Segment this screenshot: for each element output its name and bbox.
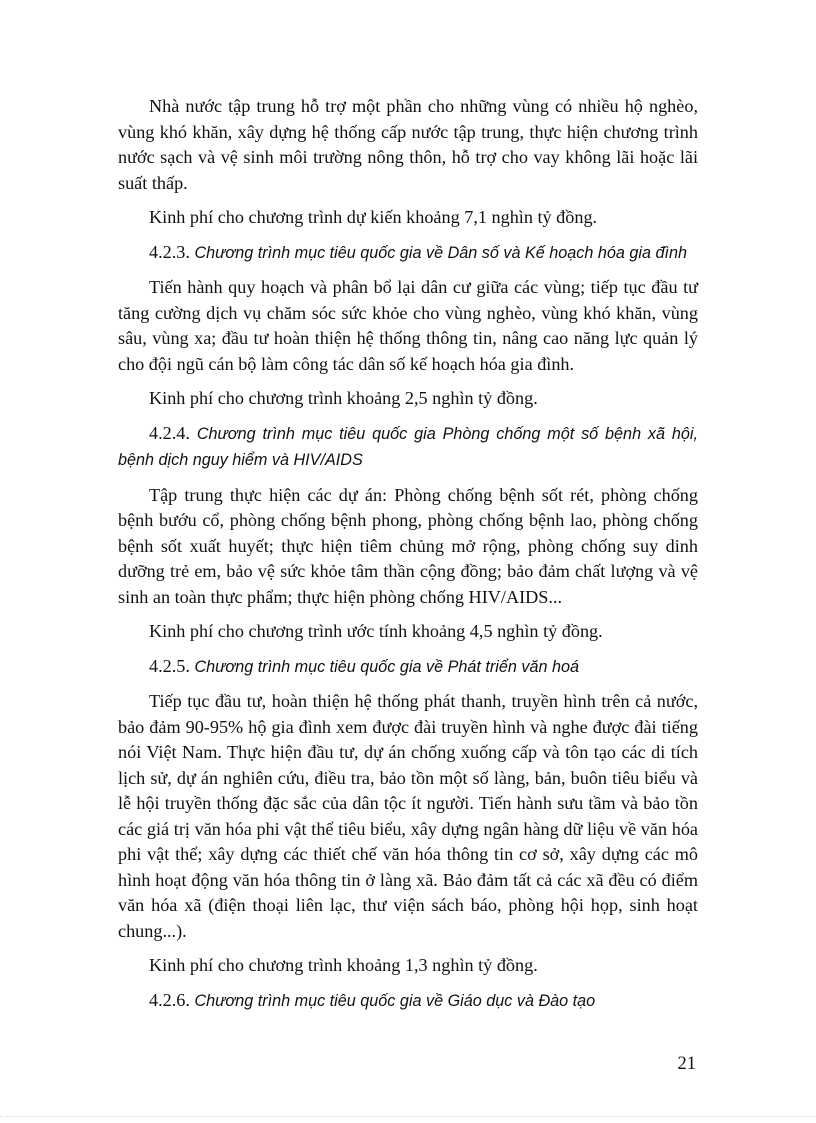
page-body bbox=[118, 94, 698, 1023]
section-title: Chương trình mục tiêu quốc gia về Phát triển văn hoá bbox=[194, 657, 579, 676]
paragraph: Kinh phí cho chương trình ước tính khoảng 4,5 nghìn tỷ đồng. bbox=[149, 621, 603, 641]
section-number: 4.2.3. bbox=[149, 241, 190, 262]
section-heading bbox=[118, 421, 698, 474]
paragraph: Tiến hành quy hoạch và phân bổ lại dân cư giữa các vùng; tiếp tục đầu tư tăng cường dịch vụ chăm sóc sức khỏe cho vùng nghèo, vùng khó khăn, vùng sâu, vùng xa; đầu tư hoàn thiện hệ thống thông tin, nâng cao năng lực quản lý cho đội ngũ cán bộ làm công tác dân số kế hoạch hóa gia đình. bbox=[118, 277, 698, 374]
paragraph: Kinh phí cho chương trình dự kiến khoảng 7,1 nghìn tỷ đồng. bbox=[149, 207, 598, 227]
section-title: Chương trình mục tiêu quốc gia về Giáo dục và Đào tạo bbox=[194, 991, 596, 1010]
paragraph: Nhà nước tập trung hỗ trợ một phần cho những vùng có nhiều hộ nghèo, vùng khó khăn, xây dựng hệ thống cấp nước tập trung, thực hiện chương trình nước sạch và vệ sinh môi trường nông thôn, hỗ trợ cho vay không lãi hoặc lãi suất thấp. bbox=[118, 96, 698, 193]
section-title: Chương trình mục tiêu quốc gia về Dân số và Kế hoạch hóa gia đình bbox=[194, 243, 687, 262]
section-heading bbox=[118, 654, 698, 681]
page-bottom-divider bbox=[0, 1116, 816, 1117]
section-number: 4.2.6. bbox=[149, 989, 190, 1010]
paragraph: Tập trung thực hiện các dự án: Phòng chống bệnh sốt rét, phòng chống bệnh bướu cổ, phòng chống bệnh phong, phòng chống bệnh lao, phòng chống bệnh sốt xuất huyết; thực hiện tiêm chủng mở rộng, phòng chống suy dinh dưỡng trẻ em, bảo vệ sức khỏe tâm thần cộng đồng; bảo đảm chất lượng và vệ sinh an toàn thực phẩm; thực hiện phòng chống HIV/AIDS... bbox=[118, 484, 698, 607]
section-number: 4.2.5. bbox=[149, 655, 190, 676]
paragraph: Kinh phí cho chương trình khoảng 1,3 nghìn tỷ đồng. bbox=[149, 955, 538, 975]
page-number: 21 bbox=[677, 1054, 696, 1074]
paragraph: Tiếp tục đầu tư, hoàn thiện hệ thống phát thanh, truyền hình trên cả nước, bảo đảm 90-95% hộ gia đình xem được đài truyền hình và nghe được đài tiếng nói Việt Nam. Thực hiện đầu tư, dự án chống xuống cấp và tôn tạo các di tích lịch sử, dự án nghiên cứu, điều tra, bảo tồn một số làng, bản, buôn tiêu biểu và lễ hội truyền thống đặc sắc của dân tộc ít người. Tiến hành sưu tầm và bảo tồn các giá trị văn hóa phi vật thể tiêu biểu, xây dựng ngân hàng dữ liệu về văn hóa phi vật thể; xây dựng các thiết chế văn hóa thông tin cơ sở, xây dựng các mô hình hoạt động văn hóa thông tin ở làng xã. Bảo đảm tất cả các xã đều có điểm văn hóa xã (điện thoại liên lạc, thư viện sách báo, phòng hội họp, sinh hoạt chung...). bbox=[118, 691, 698, 941]
section-number: 4.2.4. bbox=[149, 422, 190, 443]
section-heading bbox=[118, 988, 698, 1015]
section-heading bbox=[118, 240, 698, 267]
paragraph: Kinh phí cho chương trình khoảng 2,5 nghìn tỷ đồng. bbox=[149, 388, 538, 408]
section-title: Chương trình mục tiêu quốc gia Phòng chống một số bệnh xã hội, bệnh dịch nguy hiểm và HIV/AIDS bbox=[118, 424, 699, 469]
